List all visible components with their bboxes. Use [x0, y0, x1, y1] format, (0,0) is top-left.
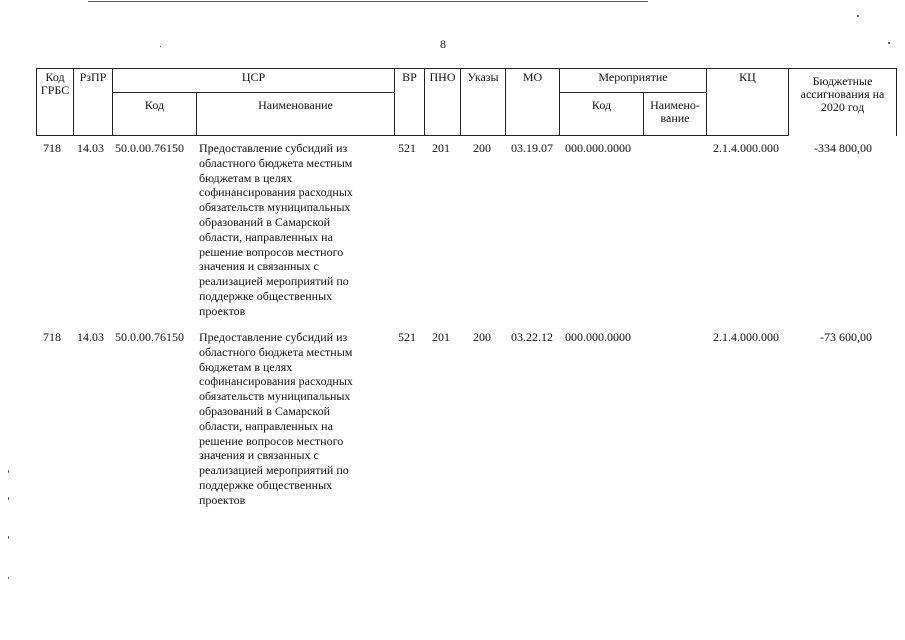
header-csr-name: Наименование	[197, 93, 395, 136]
header-ukazy: Указы	[461, 69, 506, 136]
scan-speck	[8, 497, 9, 500]
header-vr: ВР	[395, 69, 425, 136]
cell-rzpr: 14.03	[77, 330, 104, 344]
table-header	[36, 68, 897, 136]
cell-pno: 201	[432, 141, 450, 155]
header-mo: МО	[506, 69, 560, 136]
cell-ukazy: 200	[473, 141, 491, 155]
cell-mer-code: 000.000.0000	[565, 141, 631, 155]
header-pno: ПНО	[425, 69, 461, 136]
header-csr-kod: Код	[113, 93, 197, 136]
cell-grbs: 718	[43, 330, 61, 344]
cell-name: Предоставление субсидий из областного бюджета местным бюджетам в целях софинансирования расходных обязательств муниципальных образований в Самарской области, направленных на решение вопросов местного значения и связанных с реализацией мероприятий по поддержке общественных проектов	[199, 330, 353, 507]
cell-csr-code: 50.0.00.76150	[115, 330, 184, 344]
scan-speck	[8, 536, 9, 539]
cell-ukazy: 200	[473, 330, 491, 344]
cell-grbs: 718	[43, 141, 61, 155]
cell-rzpr: 14.03	[77, 141, 104, 155]
cell-amount: -73 600,00	[820, 330, 872, 344]
cell-mer-code: 000.000.0000	[565, 330, 631, 344]
cell-mo: 03.19.07	[511, 141, 553, 155]
cell-name: Предоставление субсидий из областного бюджета местным бюджетам в целях софинансирования расходных обязательств муниципальных образований в Самарской области, направленных на решение вопросов местного значения и связанных с реализацией мероприятий по поддержке общественных проектов	[199, 141, 353, 318]
header-kod-grbs: Код ГРБС	[37, 69, 74, 136]
page-number: 8	[440, 37, 446, 51]
cell-pno: 201	[432, 330, 450, 344]
scan-speck	[160, 46, 161, 47]
scan-speck	[857, 15, 859, 17]
cell-amount: -334 800,00	[814, 141, 872, 155]
cell-csr-code: 50.0.00.76150	[115, 141, 184, 155]
top-rule	[88, 1, 648, 2]
header-budget: Бюджетные ассигнования на 2020 год	[789, 69, 897, 136]
header-mer-name: Наимено-вание	[644, 93, 707, 136]
scan-speck	[8, 470, 9, 473]
header-kc: КЦ	[707, 69, 789, 136]
cell-vr: 521	[398, 141, 416, 155]
header-mer-kod: Код	[560, 93, 644, 136]
header-csr: ЦСР	[113, 69, 395, 93]
cell-kc: 2.1.4.000.000	[713, 330, 779, 344]
header-meropriyatie: Мероприятие	[560, 69, 707, 93]
scan-speck	[888, 42, 890, 44]
header-rzpr: РзПР	[74, 69, 113, 136]
cell-kc: 2.1.4.000.000	[713, 141, 779, 155]
scan-speck	[8, 577, 9, 579]
cell-vr: 521	[398, 330, 416, 344]
cell-mo: 03.22.12	[511, 330, 553, 344]
